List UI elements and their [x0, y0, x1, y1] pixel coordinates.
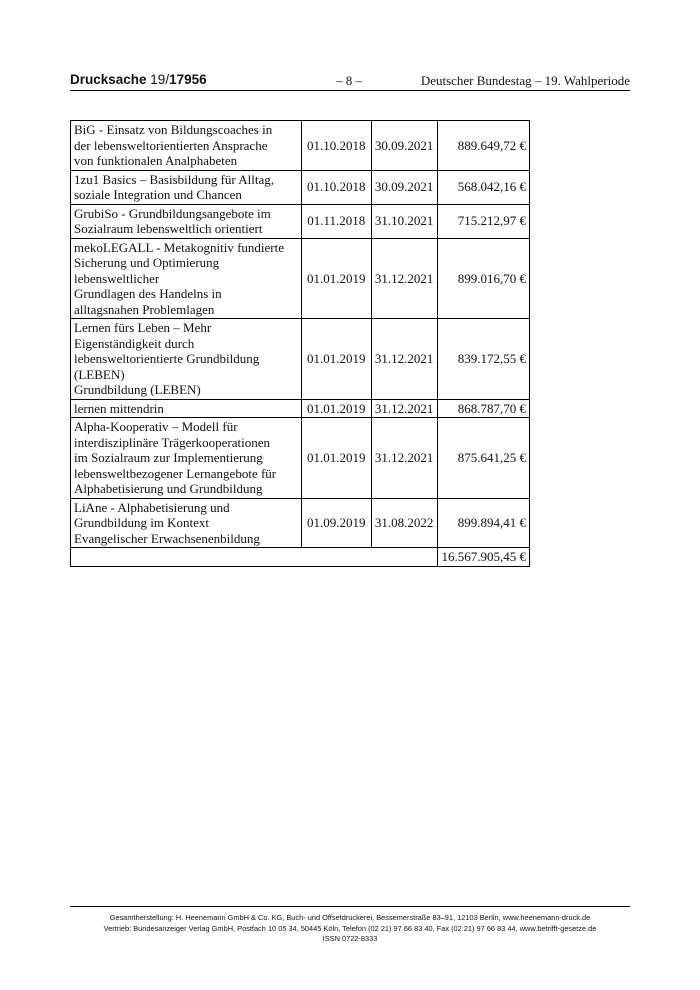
footer-issn: ISSN 0722-8333	[322, 934, 378, 943]
project-title-line: soziale Integration und Chancen	[74, 187, 242, 202]
parliament-label: Deutscher Bundestag – 19. Wahlperiode	[420, 73, 630, 88]
start-date-cell: 01.01.2019	[302, 238, 372, 319]
total-label-cell	[71, 548, 438, 567]
amount-cell: 875.641,25 €	[437, 418, 529, 499]
end-date-cell: 31.10.2021	[371, 204, 437, 238]
page-footer	[70, 913, 630, 945]
start-date-cell: 01.11.2018	[302, 204, 372, 238]
start-date-cell: 01.10.2018	[302, 121, 372, 171]
project-title-line: Lernen fürs Leben – Mehr	[74, 320, 212, 335]
end-date-cell: 31.12.2021	[371, 238, 437, 319]
table-row	[71, 418, 530, 499]
amount-cell: 839.172,55 €	[437, 319, 529, 400]
project-title-line: Evangelischer Erwachsenenbildung	[74, 530, 260, 546]
project-title-line: Sozialraum lebensweltlich orientiert	[74, 221, 263, 236]
start-date-cell: 01.10.2018	[302, 170, 372, 204]
start-date-cell: 01.01.2019	[302, 319, 372, 400]
doc-number-prefix: 19/	[150, 72, 170, 87]
project-title-line: lebensweltbezogener Lernangebote für	[74, 465, 277, 481]
project-title-cell	[71, 319, 302, 400]
table-row	[71, 498, 530, 548]
project-title-line: (LEBEN)	[74, 366, 125, 382]
project-title-line: GrubiSo - Grundbildungsangebote im	[74, 205, 271, 221]
project-title-line: Alphabetisierung und Grundbildung	[74, 481, 263, 496]
end-date-cell: 31.12.2021	[371, 418, 437, 499]
end-date-cell: 30.09.2021	[371, 170, 437, 204]
table-row	[71, 170, 530, 204]
amount-cell: 889.649,72 €	[437, 121, 529, 171]
project-title-line: mekoLEGALL - Metakognitiv fundierte	[74, 239, 284, 255]
project-title-line: Grundlagen des Handelns in	[74, 286, 222, 301]
amount-cell: 868.787,70 €	[437, 399, 529, 418]
amount-cell: 715.212,97 €	[437, 204, 529, 238]
project-title-cell	[71, 170, 302, 204]
doc-label: Drucksache	[70, 72, 151, 87]
table-row	[71, 399, 530, 418]
page-header	[70, 72, 630, 91]
project-title-cell	[71, 498, 302, 548]
amount-cell: 568.042,16 €	[437, 170, 529, 204]
table-row	[71, 204, 530, 238]
end-date-cell: 31.08.2022	[371, 498, 437, 548]
project-title-cell	[71, 204, 302, 238]
end-date-cell: 31.12.2021	[371, 399, 437, 418]
project-title-line: lebensweltlicher	[74, 270, 160, 286]
project-title-line: lebensweltorientierte Grundbildung	[74, 351, 260, 366]
end-date-cell: 31.12.2021	[371, 319, 437, 400]
project-title-line: interdisziplinäre Trägerkooperationen	[74, 434, 271, 450]
project-title-line: Alpha-Kooperativ – Modell für	[74, 419, 238, 434]
total-amount-cell: 16.567.905,45 €	[437, 548, 529, 567]
project-title-line: LiAne - Alphabetisierung und	[74, 499, 230, 515]
project-title-cell	[71, 238, 302, 319]
table-row	[71, 319, 530, 400]
project-title-line: Sicherung und Optimierung	[74, 255, 220, 270]
project-title-line: BiG - Einsatz von Bildungscoaches in	[74, 122, 273, 137]
doc-number-suffix: 17956	[169, 72, 207, 87]
total-row	[71, 548, 530, 567]
start-date-cell: 01.01.2019	[302, 399, 372, 418]
footer-divider	[70, 906, 630, 907]
amount-cell: 899.894,41 €	[437, 498, 529, 548]
project-title-line: 1zu1 Basics – Basisbildung für Alltag,	[74, 171, 275, 187]
footer-printer: Gesamtherstellung: H. Heenemann GmbH & Co. KG, Buch- und Offsetdruckerei, Bessemerstraße 83–91, 12103 Berlin, www.heenemann-druck.de	[109, 913, 591, 922]
end-date-cell: 30.09.2021	[371, 121, 437, 171]
table-row	[71, 121, 530, 171]
footer-distribution: Vertrieb: Bundesanzeiger Verlag GmbH, Postfach 10 05 34, 50445 Köln, Telefon (02 21) 97 66 83 40, Fax (02 21) 97 66 83 44, www.betrifft-gesetze.de	[103, 923, 597, 933]
project-title-line: Grundbildung im Kontext	[74, 515, 210, 530]
amount-cell: 899.016,70 €	[437, 238, 529, 319]
funding-table-body	[71, 121, 530, 567]
project-title-cell	[71, 418, 302, 499]
project-title-line: von funktionalen Analphabeten	[74, 153, 238, 168]
project-title-cell	[71, 121, 302, 171]
project-title-line: Grundbildung (LEBEN)	[74, 382, 201, 397]
project-title-line: alltagsnahen Problemlagen	[74, 301, 215, 317]
table-row	[71, 238, 530, 319]
funding-table	[70, 120, 530, 567]
page-number: – 8 –	[336, 73, 362, 88]
document-number	[70, 72, 207, 87]
project-title-line: Eigenständigkeit durch	[74, 335, 195, 351]
start-date-cell: 01.01.2019	[302, 418, 372, 499]
project-title-cell	[71, 399, 302, 418]
project-title-line: im Sozialraum zur Implementierung	[74, 450, 263, 465]
project-title-line: lernen mittendrin	[74, 400, 164, 416]
project-title-line: der lebensweltorientierten Ansprache	[74, 137, 268, 153]
start-date-cell: 01.09.2019	[302, 498, 372, 548]
